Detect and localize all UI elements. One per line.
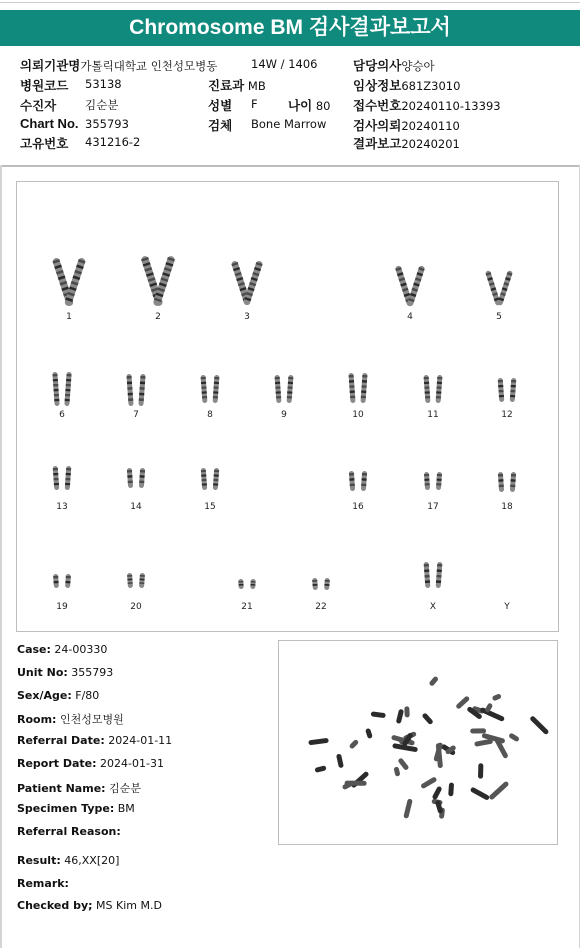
karyogram-panel bbox=[16, 181, 559, 632]
request-field bbox=[353, 116, 460, 134]
specimen-type-label: Specimen Type: bbox=[17, 802, 115, 815]
sexage-label: Sex/Age: bbox=[17, 689, 72, 702]
chromosome-label-7: 7 bbox=[133, 410, 139, 420]
unique-no-label: 고유번호 bbox=[20, 136, 69, 151]
unit-label: Unit No: bbox=[17, 666, 68, 679]
metaphase-chromosome bbox=[480, 707, 506, 722]
clinical-info-field bbox=[353, 76, 460, 94]
metaphase-chromosome bbox=[529, 715, 549, 735]
specimen-type-line bbox=[17, 802, 135, 815]
chromosome-pair-16 bbox=[349, 471, 367, 491]
institution-value: 가톨릭대학교 인천성모병동 bbox=[80, 59, 218, 73]
chromosome-label-1: 1 bbox=[66, 312, 72, 322]
room-value: 인천성모병원 bbox=[59, 713, 124, 726]
result-value: 46,XX[20] bbox=[64, 854, 120, 867]
chromosome-label-2: 2 bbox=[155, 312, 161, 322]
metaphase-chromosome bbox=[404, 706, 409, 717]
report-date-label: Report Date: bbox=[17, 757, 97, 770]
metaphase-chromosome bbox=[492, 693, 502, 701]
result-report-label: 결과보고 bbox=[353, 136, 402, 151]
department-field bbox=[208, 76, 266, 94]
report-title: Chromosome BM 검사결과보고서 bbox=[0, 10, 580, 46]
chromosome-label-15: 15 bbox=[204, 502, 216, 512]
metaphase-chromosome bbox=[432, 786, 443, 801]
result-line bbox=[17, 854, 119, 867]
metaphase-chromosome bbox=[421, 712, 433, 725]
clinical-info-value: 681Z3010 bbox=[401, 79, 461, 93]
sex-label: 성별 bbox=[208, 98, 233, 113]
metaphase-chromosome bbox=[365, 728, 373, 739]
metaphase-chromosome bbox=[314, 765, 326, 773]
chromosome-label-21: 21 bbox=[241, 602, 253, 612]
chromosome-label-y: Y bbox=[504, 602, 510, 612]
metaphase-chromosome bbox=[488, 781, 509, 801]
report-date-value: 2024-01-31 bbox=[100, 757, 164, 770]
chromosome-label-8: 8 bbox=[207, 410, 213, 420]
chromosome-pair-12 bbox=[498, 378, 517, 402]
chromosome-pair-9 bbox=[275, 375, 294, 403]
metaphase-chromosome bbox=[393, 766, 400, 776]
receipt-field bbox=[353, 96, 501, 114]
metaphase-chromosome bbox=[470, 787, 490, 801]
department-label: 진료과 bbox=[208, 78, 245, 93]
patient-info-panel bbox=[0, 50, 580, 167]
chromosome-label-11: 11 bbox=[427, 410, 439, 420]
sex-value: F bbox=[251, 97, 258, 111]
room-line bbox=[17, 711, 124, 727]
request-value: 20240110 bbox=[401, 119, 460, 133]
metaphase-chromosome bbox=[470, 728, 486, 733]
page-left-edge bbox=[0, 165, 2, 948]
chromosome-label-12: 12 bbox=[501, 410, 513, 420]
metaphase-chromosome bbox=[428, 676, 439, 687]
doctor-value: 양승아 bbox=[401, 59, 435, 73]
metaphase-chromosome bbox=[308, 738, 329, 746]
metaphase-chromosome bbox=[371, 711, 386, 718]
chromosome-pair-6 bbox=[52, 372, 71, 406]
chromosome-pair-11 bbox=[424, 375, 443, 403]
specimen-value: Bone Marrow bbox=[251, 117, 327, 131]
metaphase-chromosome bbox=[508, 732, 520, 742]
chromosome-label-17: 17 bbox=[427, 502, 439, 512]
result-report-field bbox=[353, 134, 460, 152]
age-label: 나이 bbox=[288, 98, 313, 113]
chromosome-label-10: 10 bbox=[352, 410, 364, 420]
chromosome-label-9: 9 bbox=[281, 410, 287, 420]
referral-reason-label: Referral Reason: bbox=[17, 825, 121, 838]
department-value: MB bbox=[247, 79, 266, 93]
chromosome-pair-8 bbox=[201, 375, 220, 403]
chromosome-pair-7 bbox=[126, 374, 145, 406]
referral-date-label: Referral Date: bbox=[17, 734, 105, 747]
result-label: Result: bbox=[17, 854, 61, 867]
request-label: 검사의뢰 bbox=[353, 118, 402, 133]
chromosome-label-6: 6 bbox=[59, 410, 65, 420]
chart-no-value: 355793 bbox=[85, 117, 129, 131]
chromosome-pair-14 bbox=[127, 468, 145, 488]
chromosome-label-3: 3 bbox=[244, 312, 250, 322]
case-value: 24-00330 bbox=[54, 643, 108, 656]
doctor-field bbox=[353, 56, 435, 74]
chromosome-label-18: 18 bbox=[501, 502, 513, 512]
institution-label: 의뢰기관명 bbox=[20, 58, 81, 73]
metaphase-chromosome bbox=[336, 753, 344, 768]
chromosome-pair-2 bbox=[140, 255, 175, 307]
metaphase-chromosome bbox=[349, 739, 360, 750]
chromosome-label-4: 4 bbox=[407, 312, 413, 322]
case-line bbox=[17, 643, 107, 656]
remark-label: Remark: bbox=[17, 877, 69, 890]
hospital-code-label: 병원코드 bbox=[20, 78, 69, 93]
specimen-label: 검체 bbox=[208, 118, 233, 133]
chromosome-pair-x bbox=[424, 562, 443, 588]
specimen-type-value: BM bbox=[117, 802, 135, 815]
chromosome-label-13: 13 bbox=[56, 502, 68, 512]
chromosome-pair-10 bbox=[348, 373, 367, 403]
sexage-line bbox=[17, 689, 99, 702]
metaphase-spread-image bbox=[279, 641, 557, 844]
metaphase-chromosome bbox=[420, 776, 437, 789]
result-report-value: 20240201 bbox=[401, 137, 460, 151]
ward-value: 14W / 1406 bbox=[251, 57, 318, 71]
age-field bbox=[288, 96, 330, 114]
checked-by-value: MS Kim M.D bbox=[96, 899, 162, 912]
metaphase-chromosome bbox=[350, 771, 369, 789]
checked-by-label: Checked by; bbox=[17, 899, 93, 912]
receipt-label: 접수번호 bbox=[353, 98, 402, 113]
metaphase-chromosome bbox=[403, 798, 413, 818]
chromosome-pair-15 bbox=[201, 468, 220, 490]
chromosome-pair-4 bbox=[395, 265, 426, 307]
remark-line bbox=[17, 877, 69, 890]
chromosome-label-20: 20 bbox=[130, 602, 142, 612]
patient-name-value: 김순분 bbox=[109, 782, 141, 795]
patient-label: 수진자 bbox=[20, 98, 57, 113]
chart-no-label: Chart No. bbox=[20, 116, 79, 131]
referral-date-value: 2024-01-11 bbox=[108, 734, 173, 747]
metaphase-chromosome bbox=[397, 757, 409, 771]
chromosome-pair-18 bbox=[498, 472, 516, 492]
patient-name-line bbox=[17, 780, 141, 796]
unit-value: 355793 bbox=[71, 666, 114, 679]
institution-field bbox=[20, 56, 217, 74]
doctor-label: 담당의사 bbox=[353, 58, 402, 73]
chromosome-pair-13 bbox=[53, 466, 72, 490]
room-label: Room: bbox=[17, 713, 57, 726]
chromosome-label-22: 22 bbox=[315, 602, 327, 612]
chromosome-label-19: 19 bbox=[56, 602, 68, 612]
chromosome-pair-5 bbox=[485, 270, 513, 306]
patient-name-label: Patient Name: bbox=[17, 782, 106, 795]
case-label: Case: bbox=[17, 643, 51, 656]
karyogram-chromosomes bbox=[17, 182, 558, 631]
unit-line bbox=[17, 666, 113, 679]
report-date-line bbox=[17, 757, 164, 770]
patient-value: 김순분 bbox=[85, 98, 119, 112]
hospital-code-value: 53138 bbox=[85, 77, 122, 91]
referral-reason-line bbox=[17, 825, 121, 838]
chromosome-label-16: 16 bbox=[352, 502, 364, 512]
sexage-value: F/80 bbox=[75, 689, 100, 702]
age-value: 80 bbox=[315, 99, 331, 113]
chromosome-pair-21 bbox=[238, 579, 256, 589]
chromosome-pair-3 bbox=[231, 260, 263, 306]
chromosome-label-5: 5 bbox=[496, 312, 502, 322]
chromosome-pair-22 bbox=[312, 578, 330, 590]
top-rule bbox=[0, 2, 580, 3]
chromosome-pair-17 bbox=[424, 472, 442, 490]
unique-no-value: 431216-2 bbox=[85, 135, 141, 149]
chromosome-label-x: X bbox=[429, 602, 437, 612]
chromosome-pair-19 bbox=[53, 574, 71, 588]
receipt-value: 20240110-13393 bbox=[401, 99, 501, 113]
clinical-info-label: 임상정보 bbox=[353, 78, 402, 93]
referral-date-line bbox=[17, 734, 172, 747]
metaphase-chromosome bbox=[478, 763, 483, 779]
metaphase-image-panel bbox=[278, 640, 558, 845]
metaphase-chromosome bbox=[448, 782, 454, 796]
chromosome-label-14: 14 bbox=[130, 502, 142, 512]
chromosome-pair-1 bbox=[52, 257, 86, 307]
metaphase-chromosome bbox=[396, 709, 404, 724]
checked-by-line bbox=[17, 899, 162, 912]
chromosome-pair-20 bbox=[127, 573, 145, 588]
